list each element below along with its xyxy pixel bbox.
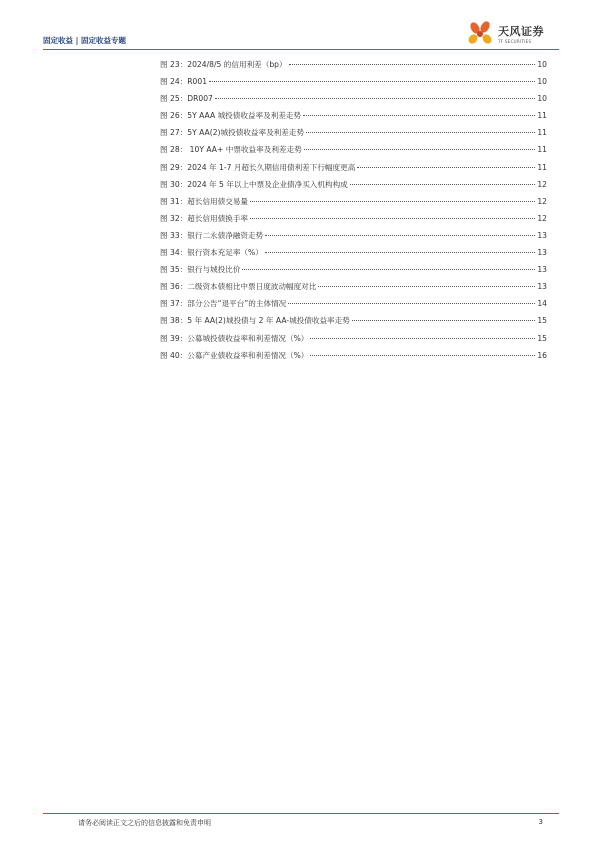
toc-entry[interactable] xyxy=(160,110,547,127)
toc-entry-page: 15 xyxy=(537,316,547,326)
toc-entry[interactable] xyxy=(160,127,547,144)
toc-entry[interactable] xyxy=(160,59,547,76)
logo-subtitle: TF SECURITIES xyxy=(498,39,532,44)
footer-divider xyxy=(43,813,559,814)
toc-leader-dots xyxy=(352,320,535,321)
toc-entry-page: 11 xyxy=(537,128,547,138)
toc-entry-page: 13 xyxy=(537,282,547,292)
toc-entry-page: 12 xyxy=(537,179,547,189)
toc-entry-label: 图 30：2024 年 5 年以上中票及企业债净买入机构构成 xyxy=(160,179,348,189)
toc-leader-dots xyxy=(318,286,535,287)
toc-leader-dots xyxy=(357,167,535,168)
toc-entry[interactable] xyxy=(160,162,547,179)
toc-leader-dots xyxy=(250,218,535,219)
toc-entry-label: 图 36：二级资本债相比中票日度波动幅度对比 xyxy=(160,282,317,292)
toc-entry-page: 13 xyxy=(537,265,547,275)
toc-entry-page: 12 xyxy=(537,196,547,206)
toc-entry-page: 15 xyxy=(537,333,547,343)
toc-entry-page: 11 xyxy=(537,162,547,172)
toc-entry-label: 图 33：银行二永债净融资走势 xyxy=(160,230,264,240)
toc-entry[interactable] xyxy=(160,281,547,298)
toc-leader-dots xyxy=(265,235,535,236)
toc-leader-dots xyxy=(350,184,536,185)
toc-leader-dots xyxy=(303,115,535,116)
toc-entry[interactable] xyxy=(160,315,547,332)
toc-entry-page: 10 xyxy=(537,60,547,69)
toc-entry-label: 图 35：银行与城投比价 xyxy=(160,265,241,275)
toc-leader-dots xyxy=(304,149,536,150)
toc-entry-page: 16 xyxy=(537,350,547,360)
header-divider xyxy=(43,49,559,50)
toc-entry[interactable] xyxy=(160,144,547,161)
toc-leader-dots xyxy=(306,132,535,133)
toc-entry-label: 图 27：5Y AA(2)城投债收益率及利差走势 xyxy=(160,128,305,138)
toc-entry[interactable] xyxy=(160,350,547,367)
toc-leader-dots xyxy=(242,269,535,270)
toc-entry-page: 14 xyxy=(537,299,547,309)
toc-entry-page: 13 xyxy=(537,230,547,240)
toc-entry[interactable] xyxy=(160,93,547,110)
company-logo xyxy=(466,20,566,50)
toc-leader-dots xyxy=(288,303,535,304)
toc-entry-page: 12 xyxy=(537,213,547,223)
toc-entry-page: 11 xyxy=(537,145,547,155)
toc-entry[interactable] xyxy=(160,264,547,281)
toc-entry-label: 图 40：公募产业债收益率和利差情况（%） xyxy=(160,350,309,360)
toc-entry-label: 图 28： 10Y AA+ 中票收益率及利差走势 xyxy=(160,145,302,155)
figure-index-list xyxy=(160,59,547,367)
toc-entry-label: 图 26：5Y AAA 城投债收益率及利差走势 xyxy=(160,111,302,121)
toc-leader-dots xyxy=(310,355,535,356)
toc-entry[interactable] xyxy=(160,213,547,230)
toc-entry-page: 10 xyxy=(537,94,547,104)
toc-entry-label: 图 37：部分公告“退平台”的主体情况 xyxy=(160,299,287,309)
toc-entry-label: 图 38：5 年 AA(2)城投债与 2 年 AA-城投债收益率走势 xyxy=(160,316,350,326)
toc-entry-label: 图 25：DR007 xyxy=(160,94,213,104)
logo-name: 天风证券 xyxy=(498,25,544,38)
toc-entry[interactable] xyxy=(160,196,547,213)
toc-entry-label: 图 24：R001 xyxy=(160,77,208,87)
toc-leader-dots xyxy=(289,64,536,65)
toc-entry-label: 图 39：公募城投债收益率和利差情况（%） xyxy=(160,333,309,343)
header-section-title: 固定收益 | 固定收益专题 xyxy=(43,36,126,45)
footer-disclaimer: 请务必阅读正文之后的信息披露和免责申明 xyxy=(78,819,211,827)
toc-entry-label: 图 23：2024/8/5 的信用利差（bp） xyxy=(160,60,287,69)
toc-entry-page: 10 xyxy=(537,77,547,87)
toc-entry[interactable] xyxy=(160,247,547,264)
toc-entry-label: 图 29：2024 年 1-7 月超长久期信用债利差下行幅度更高 xyxy=(160,162,356,172)
toc-leader-dots xyxy=(250,201,535,202)
toc-leader-dots xyxy=(310,338,535,339)
toc-entry-label: 图 32：超长信用债换手率 xyxy=(160,213,249,223)
toc-leader-dots xyxy=(215,98,535,99)
toc-entry-label: 图 34：银行资本充足率（%） xyxy=(160,248,263,258)
toc-leader-dots xyxy=(265,252,536,253)
toc-entry[interactable] xyxy=(160,333,547,350)
toc-leader-dots xyxy=(209,81,535,82)
toc-entry[interactable] xyxy=(160,179,547,196)
page-number: 3 xyxy=(538,818,543,826)
toc-entry[interactable] xyxy=(160,230,547,247)
toc-entry[interactable] xyxy=(160,298,547,315)
toc-entry-label: 图 31：超长信用债交易量 xyxy=(160,196,249,206)
tf-securities-logo-icon xyxy=(466,20,496,50)
toc-entry[interactable] xyxy=(160,76,547,93)
toc-entry-page: 13 xyxy=(537,248,547,258)
toc-entry-page: 11 xyxy=(537,111,547,121)
